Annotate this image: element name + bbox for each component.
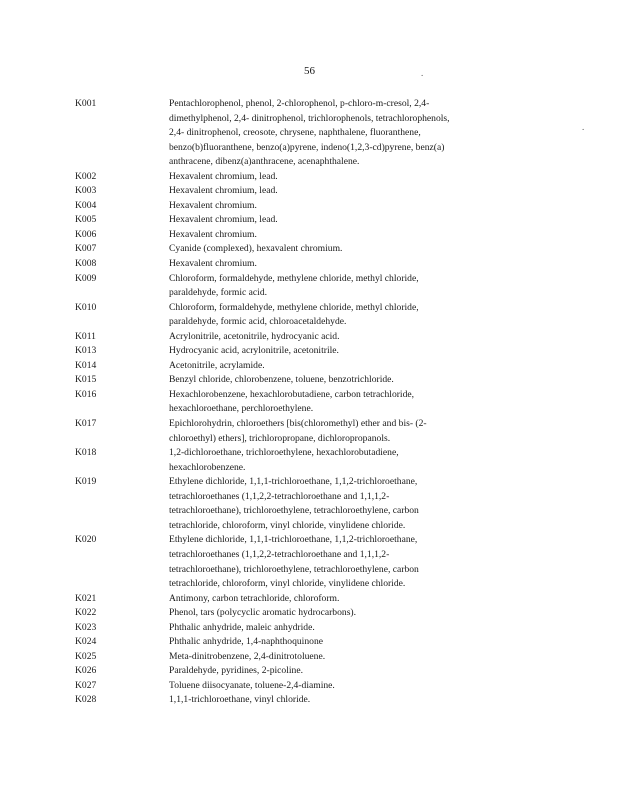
waste-code-entry [75, 621, 545, 636]
constituents-description: Phthalic anhydride, 1,4-naphthoquinone [169, 636, 324, 648]
waste-code: K016 [75, 388, 97, 400]
constituents-description: Acetonitrile, acrylamide. [169, 359, 265, 371]
waste-code-entry [75, 359, 545, 374]
waste-code-list [75, 97, 545, 708]
waste-code-entry [75, 242, 545, 257]
waste-code: K005 [75, 214, 97, 226]
waste-code-entry [75, 635, 545, 650]
waste-code-entry [75, 446, 545, 475]
constituents-description: Phenol, tars (polycyclic aromatic hydrocarbons). [169, 607, 357, 619]
waste-code: K020 [75, 534, 97, 546]
waste-code: K011 [75, 330, 96, 342]
waste-code-entry [75, 388, 545, 417]
waste-code: K002 [75, 170, 97, 182]
waste-code: K015 [75, 374, 97, 386]
page-number: 56 [304, 65, 315, 77]
constituents-description: Hexachlorobenzene, hexachlorobutadiene, carbon tetrachloride, hexachloroethane, perchloroethylene. [169, 388, 415, 415]
constituents-description: Hexavalent chromium, lead. [169, 170, 278, 182]
constituents-description: 1,1,1-trichloroethane, vinyl chloride. [169, 694, 311, 706]
waste-code: K006 [75, 228, 97, 240]
waste-code-entry [75, 417, 545, 446]
constituents-description: Hexavalent chromium. [169, 199, 257, 211]
waste-code: K004 [75, 199, 97, 211]
constituents-description: Hexavalent chromium, lead. [169, 214, 278, 226]
waste-code: K024 [75, 636, 97, 648]
waste-code-entry [75, 213, 545, 228]
waste-code-entry [75, 184, 545, 199]
constituents-description: Hexavalent chromium, lead. [169, 185, 278, 197]
waste-code: K019 [75, 476, 97, 488]
waste-code-entry [75, 679, 545, 694]
constituents-description: Toluene diisocyanate, toluene-2,4-diamine. [169, 679, 335, 691]
waste-code: K008 [75, 258, 97, 270]
waste-code: K010 [75, 301, 97, 313]
waste-code: K021 [75, 592, 97, 604]
waste-code: K007 [75, 243, 97, 255]
waste-code: K023 [75, 621, 97, 633]
waste-code: K025 [75, 650, 97, 662]
waste-code: K027 [75, 679, 97, 691]
constituents-description: Hydrocyanic acid, acrylonitrile, acetonitrile. [169, 345, 339, 357]
constituents-description: Epichlorohydrin, chloroethers [bis(chloromethyl) ether and bis- (2- chloroethyl) ethers], trichloropropane, dichloropropanols. [169, 418, 427, 444]
constituents-description: Pentachlorophenol, phenol, 2-chlorophenol, p-chloro-m-cresol, 2,4- dimethylphenol, 2,4- dinitrophenol, trichlorophenols, tetrachlorophenols, 2,4- dinitrophenol, creosote, chrysene, naphthalene, fluoranthene, benzo(b)fluoranthene, benzo(a)pyrene, indeno(1,2,3-cd)pyrene, benz(a) anthracene, dibenz(a)anthracene, acenaphthalene. [169, 98, 450, 168]
constituents-description: Benzyl chloride, chlorobenzene, toluene, benzotrichloride. [169, 374, 394, 386]
waste-code-entry [75, 650, 545, 665]
constituents-description: 1,2-dichloroethane, trichloroethylene, hexachlorobutadiene, hexachlorobenzene. [169, 447, 399, 473]
stray-mark: . [582, 122, 585, 132]
waste-code-entry [75, 170, 545, 185]
waste-code: K018 [75, 447, 97, 459]
waste-code-entry [75, 301, 545, 330]
constituents-description: Acrylonitrile, acetonitrile, hydrocyanic acid. [169, 330, 340, 342]
waste-code: K003 [75, 185, 97, 197]
waste-code-entry [75, 664, 545, 679]
constituents-description: Ethylene dichloride, 1,1,1-trichloroethane, 1,1,2-trichloroethane, tetrachloroethanes (1,1,2,2-tetrachloroethane and 1,1,1,2- tetrachloroethane), trichloroethylene, tetrachloroethylene, carbon tetrachloride, chloroform, vinyl chloride, vinylidene chloride. [169, 476, 419, 531]
constituents-description: Phthalic anhydride, maleic anhydride. [169, 621, 315, 633]
waste-code: K028 [75, 694, 97, 706]
waste-code-entry [75, 475, 545, 533]
waste-code-entry [75, 592, 545, 607]
constituents-description: Paraldehyde, pyridines, 2-picoline. [169, 665, 304, 677]
waste-code: K017 [75, 418, 97, 430]
waste-code: K013 [75, 345, 97, 357]
constituents-description: Meta-dinitrobenzene, 2,4-dinitrotoluene. [169, 650, 326, 662]
waste-code: K026 [75, 665, 97, 677]
waste-code-entry [75, 606, 545, 621]
waste-code: K009 [75, 272, 97, 284]
waste-code-entry [75, 97, 545, 170]
waste-code-entry [75, 228, 545, 243]
waste-code-entry [75, 199, 545, 214]
waste-code-entry [75, 344, 545, 359]
waste-code-entry [75, 693, 545, 708]
constituents-description: Chloroform, formaldehyde, methylene chloride, methyl chloride, paraldehyde, formic acid, chloroacetaldehyde. [169, 301, 419, 328]
waste-code-entry [75, 272, 545, 301]
constituents-description: Hexavalent chromium. [169, 228, 257, 240]
waste-code-entry [75, 257, 545, 272]
constituents-description: Chloroform, formaldehyde, methylene chloride, methyl chloride, paraldehyde, formic acid. [169, 272, 419, 299]
waste-code: K022 [75, 607, 97, 619]
waste-code: K001 [75, 98, 97, 109]
stray-mark: . [421, 68, 424, 78]
waste-code-entry [75, 330, 545, 345]
constituents-description: Antimony, carbon tetrachloride, chloroform. [169, 592, 340, 604]
waste-code: K014 [75, 359, 97, 371]
constituents-description: Hexavalent chromium. [169, 258, 257, 270]
waste-code-entry [75, 373, 545, 388]
waste-code-entry [75, 533, 545, 591]
constituents-description: Ethylene dichloride, 1,1,1-trichloroethane, 1,1,2-trichloroethane, tetrachloroethanes (1,1,2,2-tetrachloroethane and 1,1,1,2- tetrachloroethane), trichloroethylene, tetrachloroethylene, carbon tetrachloride, chloroform, vinyl chloride, vinylidene chloride. [169, 534, 419, 590]
constituents-description: Cyanide (complexed), hexavalent chromium. [169, 243, 343, 255]
